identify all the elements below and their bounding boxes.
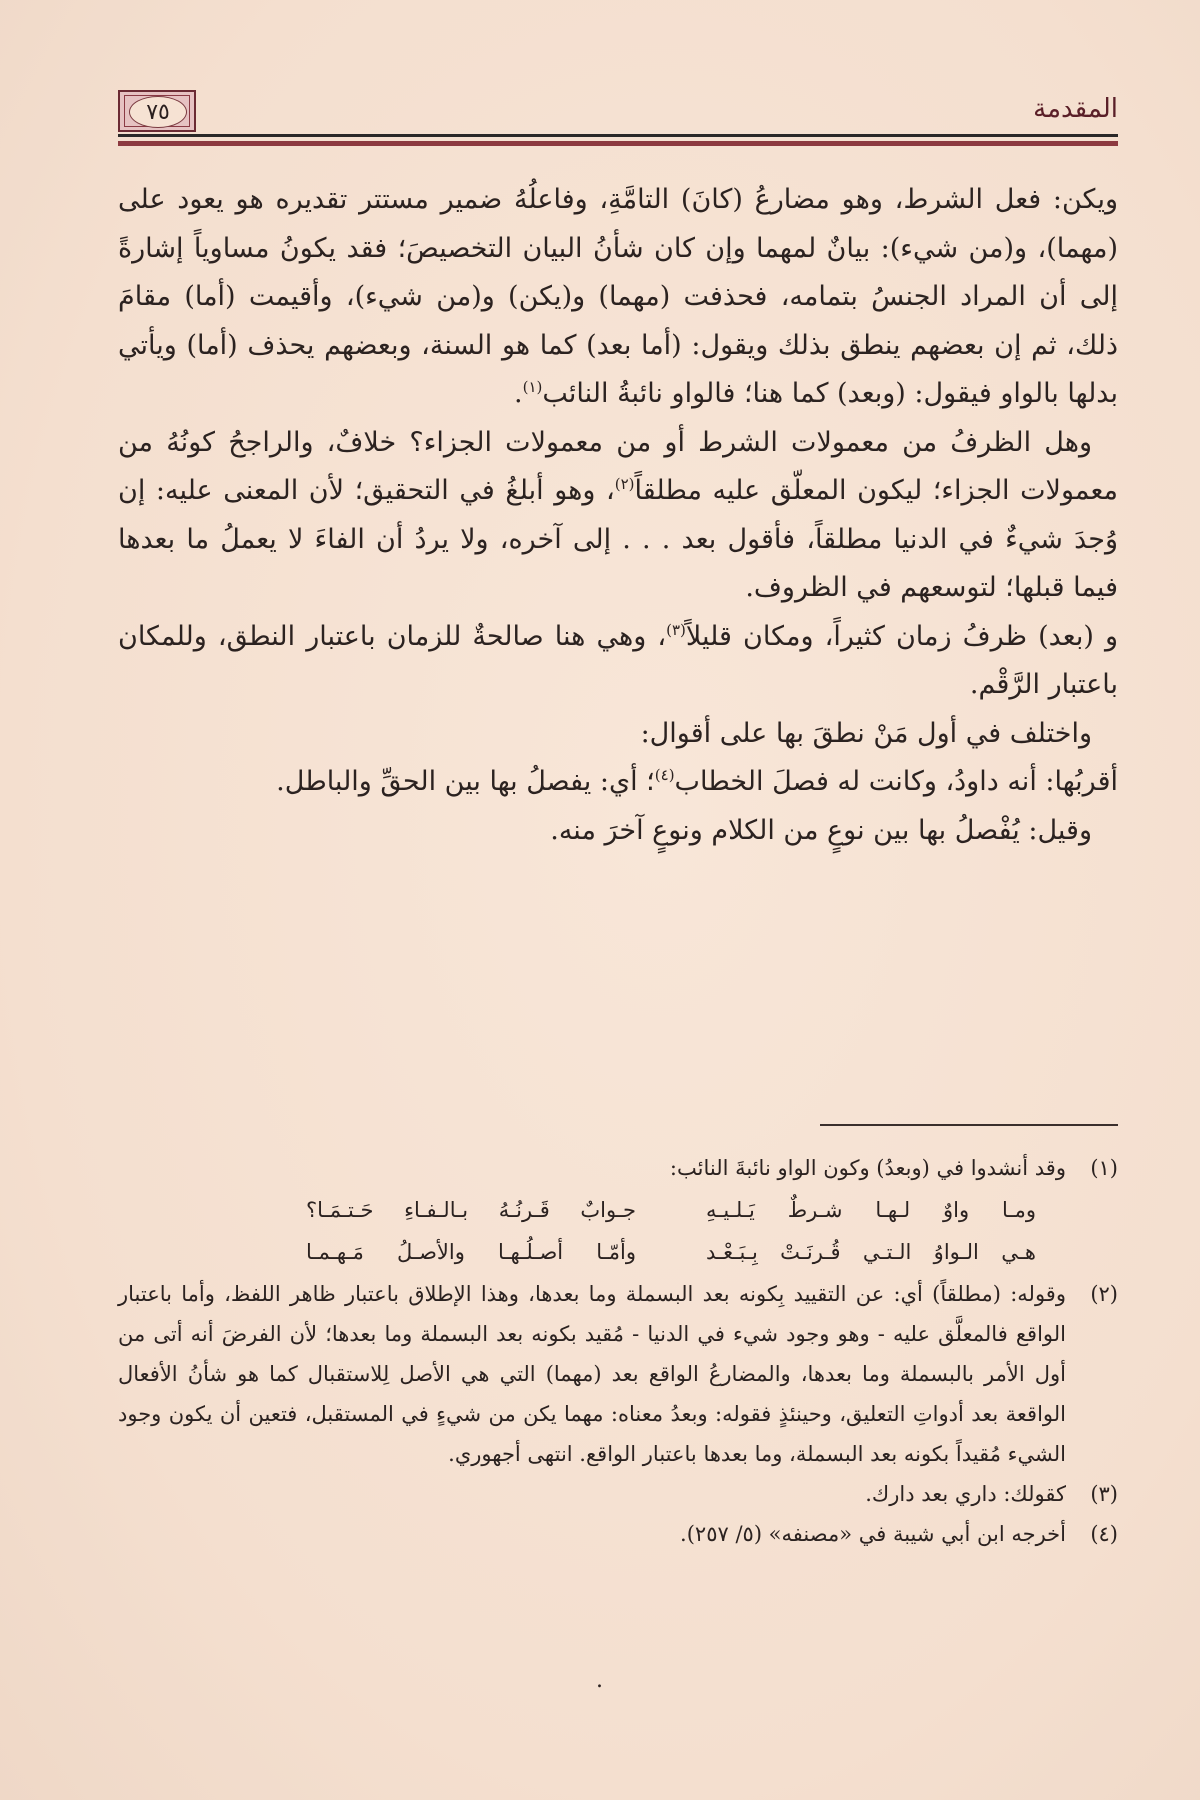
paragraph: و (بعد) ظرفُ زمان كثيراً، ومكان قليلاً$^{(٣)}$، وهي هنا صالحةٌ للزمان باعتبار النطق، وللمكان باعتبار الرَّقْم. <box>118 620 1119 700</box>
verse-first-hemistich: ومـا واوٌ لـهـا شـرطٌ يَـلـيـهِ <box>706 1198 1036 1222</box>
paragraph: وقيل: يُفْصلُ بها بين نوعٍ من الكلام ونوعٍ آخرَ منه. <box>550 814 1092 846</box>
page-number: ٧٥ <box>129 96 187 128</box>
header-rule-dark <box>118 134 1118 137</box>
verse-line <box>118 1190 1118 1230</box>
footnote-reference[interactable]: (١) <box>522 378 543 396</box>
footnote-2 <box>118 1274 1118 1474</box>
stray-mark: . <box>596 1668 603 1693</box>
footnote-text: أخرجه ابن أبي شيبة في «مصنفه» (٥/ ٢٥٧). <box>680 1522 1066 1546</box>
footnote-4 <box>118 1514 1118 1554</box>
footnote-number: (٢) <box>1090 1282 1118 1306</box>
verse-first-hemistich: هـي الـواوُ الـتـي قُـرنَـتْ بِـبَـعْـد <box>706 1240 1036 1264</box>
footnote-number: (١) <box>1090 1156 1118 1180</box>
footnote-text: وقوله: (مطلقاً) أي: عن التقييد بِكونه بعد البسملة وما بعدها، وهذا الإطلاق باعتبار ظاهر اللفظ، وأما باعتبار الواقع فالمعلَّق عليه - وهو وجود شيء في الدنيا - مُقيد بكونه بعد البسملة وما بعدها؛ لأن الفرضَ أنه أتى من أول الأمر بالبسملة وما بعدها، والمضارعُ الواقع بعد (مهما) التي هي الأصل لِلاستقبال كما هو شأنُ الأفعال الواقعة بعد أدواتِ التعليق، وحينئذٍ فقوله: وبعدُ معناه: مهما يكن من شيءٍ في المستقبل، فتعين أن يكون وجود الشيء مُقيداً بكونه بعد البسملة، وما بعدها باعتبار الواقع. انتهى أجهوري. <box>118 1282 1066 1466</box>
page-number-frame <box>118 90 196 132</box>
footnote-number: (٣) <box>1090 1482 1118 1506</box>
paragraph: واختلف في أول مَنْ نطقَ بها على أقوال: <box>640 717 1092 749</box>
footnote-reference[interactable]: (٢) <box>614 475 635 493</box>
verse-second-hemistich: جـوابٌ قَـرنُـهُ بـالـفـاءِ حَـتـمَـا؟ <box>306 1198 636 1222</box>
paragraph: ويكن: فعل الشرط، وهو مضارعُ (كانَ) التامَّةِ، وفاعلُهُ ضمير مستتر تقديره هو يعود على (مهما)، و(من شيء): بيانٌ لمهما وإن كان شأنُ البيان التخصيصَ؛ فقد يكونُ مساوياً إشارةً إلى أن المراد الجنسُ بتمامه، فحذفت (مهما) و(يكن) و(من شيء)، وأقيمت (أما) مقامَ ذلك، ثم إن بعضهم ينطق بذلك ويقول: (أما بعد) كما هو السنة، وبعضهم يحذف (أما) ويأتي بدلها بالواو فيقول: (وبعد) كما هنا؛ فالواو نائبةُ النائب$^{(١)}$. <box>118 184 1118 409</box>
footnote-number: (٤) <box>1090 1522 1118 1546</box>
footnotes <box>118 1148 1118 1554</box>
header-rule-red <box>118 141 1118 146</box>
main-text <box>118 176 1118 855</box>
footnote-reference[interactable]: (٤) <box>654 766 675 784</box>
running-title: المقدمة <box>1033 94 1118 124</box>
footnote-1 <box>118 1148 1118 1188</box>
paragraph: وهل الظرفُ من معمولات الشرط أو من معمولات الجزاء؟ خلافٌ، والراجحُ كونُهُ من معمولات الجزاء؛ ليكون المعلّق عليه مطلقاً$^{(٢)}$، وهو أبلغُ في التحقيق؛ لأن المعنى عليه: إن وُجدَ شيءٌ في الدنيا مطلقاً، فأقول بعد . . . إلى آخره، ولا يردُ أن الفاءَ لا يعملُ ما بعدها فيما قبلها؛ لتوسعهم في الظروف. <box>118 426 1118 603</box>
footnote-text: كقولك: داري بعد دارك. <box>865 1482 1066 1506</box>
verse-second-hemistich: وأمّـا أصـلُـهـا والأصـلُ مَـهـمـا <box>306 1240 636 1264</box>
footnote-reference[interactable]: (٣) <box>666 620 686 639</box>
paragraph: أقربُها: أنه داودُ، وكانت له فصلَ الخطاب$^{(٤)}$؛ أي: يفصلُ بها بين الحقِّ والباطل. <box>276 766 1118 797</box>
footnote-3 <box>118 1474 1118 1514</box>
footnote-text: وقد أنشدوا في (وبعدُ) وكون الواو نائبةَ النائب: <box>669 1156 1066 1180</box>
footnote-divider <box>820 1124 1118 1126</box>
verse-line <box>118 1232 1118 1272</box>
